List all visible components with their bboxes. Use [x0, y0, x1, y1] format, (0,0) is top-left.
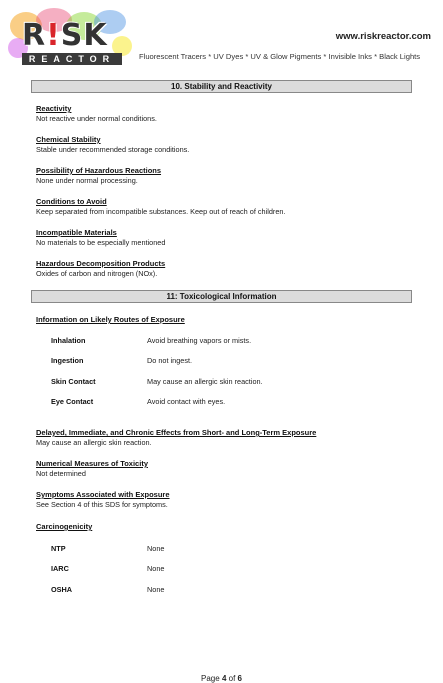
decomposition-products-heading: Hazardous Decomposition Products — [36, 259, 166, 268]
route-label-ingestion: Ingestion — [51, 356, 84, 365]
route-value-inhalation: Avoid breathing vapors or mists. — [147, 336, 252, 345]
carcinogenicity-value-iarc: None — [147, 564, 165, 573]
hazardous-reactions-heading: Possibility of Hazardous Reactions — [36, 166, 162, 175]
symptoms-heading: Symptoms Associated with Exposure — [36, 490, 170, 499]
route-label-eye-contact: Eye Contact — [51, 397, 94, 406]
route-value-ingestion: Do not ingest. — [147, 356, 193, 365]
conditions-to-avoid-text: Keep separated from incompatible substances. Keep out of reach of children. — [36, 207, 286, 216]
website-url[interactable]: www.riskreactor.com — [335, 31, 431, 42]
logo-subword: REACTOR — [22, 53, 122, 65]
page-number — [0, 674, 443, 683]
decomposition-products-text: Oxides of carbon and nitrogen (NOx). — [36, 269, 158, 278]
route-label-inhalation: Inhalation — [51, 336, 86, 345]
section-10-title: 10. Stability and Reactivity — [31, 80, 412, 93]
effects-text: May cause an allergic skin reaction. — [36, 438, 152, 447]
chemical-stability-text: Stable under recommended storage conditions. — [36, 145, 190, 154]
risk-reactor-logo — [6, 6, 134, 66]
routes-of-exposure-heading: Information on Likely Routes of Exposure — [36, 315, 185, 324]
chemical-stability-heading: Chemical Stability — [36, 135, 101, 144]
hazardous-reactions-text: None under normal processing. — [36, 176, 138, 185]
incompatible-materials-heading: Incompatible Materials — [36, 228, 117, 237]
carcinogenicity-label-osha: OSHA — [51, 585, 73, 594]
route-label-skin-contact: Skin Contact — [51, 377, 96, 386]
effects-heading: Delayed, Immediate, and Chronic Effects from Short- and Long-Term Exposure — [36, 428, 317, 437]
reactivity-heading: Reactivity — [36, 104, 72, 113]
page-current: 4 — [221, 674, 227, 683]
carcinogenicity-value-osha: None — [147, 585, 165, 594]
company-tagline: Fluorescent Tracers * UV Dyes * UV & Glow Pigments * Invisible Inks * Black Lights — [139, 52, 421, 61]
carcinogenicity-heading: Carcinogenicity — [36, 522, 93, 531]
logo-wordmark: R!SK — [22, 18, 108, 53]
reactivity-text: Not reactive under normal conditions. — [36, 114, 157, 123]
carcinogenicity-label-ntp: NTP — [51, 544, 66, 553]
numerical-measures-heading: Numerical Measures of Toxicity — [36, 459, 148, 468]
route-value-eye-contact: Avoid contact with eyes. — [147, 397, 226, 406]
incompatible-materials-text: No materials to be especially mentioned — [36, 238, 166, 247]
route-value-skin-contact: May cause an allergic skin reaction. — [147, 377, 263, 386]
carcinogenicity-value-ntp: None — [147, 544, 165, 553]
section-11-title: 11: Toxicological Information — [31, 290, 412, 303]
numerical-measures-text: Not determined — [36, 469, 86, 478]
symptoms-text: See Section 4 of this SDS for symptoms. — [36, 500, 168, 509]
carcinogenicity-label-iarc: IARC — [51, 564, 69, 573]
page-total: 6 — [237, 674, 242, 683]
page-word: Page — [201, 674, 220, 683]
of-word: of — [228, 674, 236, 683]
conditions-to-avoid-heading: Conditions to Avoid — [36, 197, 107, 206]
